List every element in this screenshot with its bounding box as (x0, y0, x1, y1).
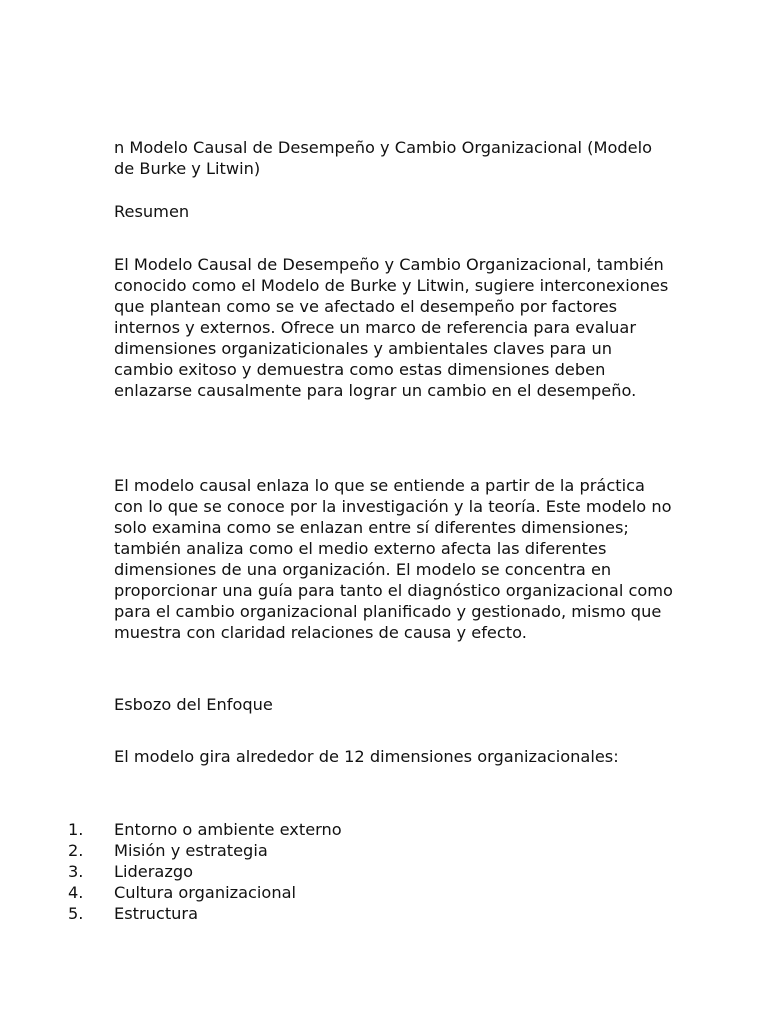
list-item-number: 4. (68, 883, 84, 902)
list-item-number: 3. (68, 862, 84, 881)
list-item-number: 1. (68, 820, 84, 839)
paragraph-2: El modelo causal enlaza lo que se entiende a partir de la práctica con lo que se conoce por la investigación y la teoría. Este modelo no solo examina como se enlazan entre sí diferentes dimensiones; también analiza como el medio externo afecta las diferentes dimensiones de una organización. El modelo se concentra en proporcionar una guía para tanto el diagnóstico organizacional como para el cambio organizacional planificado y gestionado, mismo que muestra con claridad relaciones de causa y efecto. (114, 476, 673, 642)
list-item-label: Liderazgo (114, 862, 194, 881)
section-heading-resumen: Resumen (114, 202, 190, 221)
list-item-number: 2. (68, 841, 84, 860)
list-item-label: Entorno o ambiente externo (114, 820, 342, 839)
list-item-label: Misión y estrategia (114, 841, 268, 860)
list-item-label: Estructura (114, 904, 199, 923)
section-heading-esbozo: Esbozo del Enfoque (114, 695, 273, 714)
list-item-number: 5. (68, 904, 84, 923)
document-title: n Modelo Causal de Desempeño y Cambio Organizacional (Modelo de Burke y Litwin) (114, 138, 653, 178)
paragraph-1: El Modelo Causal de Desempeño y Cambio Organizacional, también conocido como el Modelo de Burke y Litwin, sugiere interconexiones que plantean como se ve afectado el desempeño por factores internos y externos. Ofrece un marco de referencia para evaluar dimensiones organizaticionales y ambientales claves para un cambio exitoso y demuestra como estas dimensiones deben enlazarse causalmente para lograr un cambio en el desempeño. (114, 255, 669, 400)
paragraph-3: El modelo gira alrededor de 12 dimensiones organizacionales: (114, 747, 619, 766)
list-item-label: Cultura organizacional (114, 883, 297, 902)
